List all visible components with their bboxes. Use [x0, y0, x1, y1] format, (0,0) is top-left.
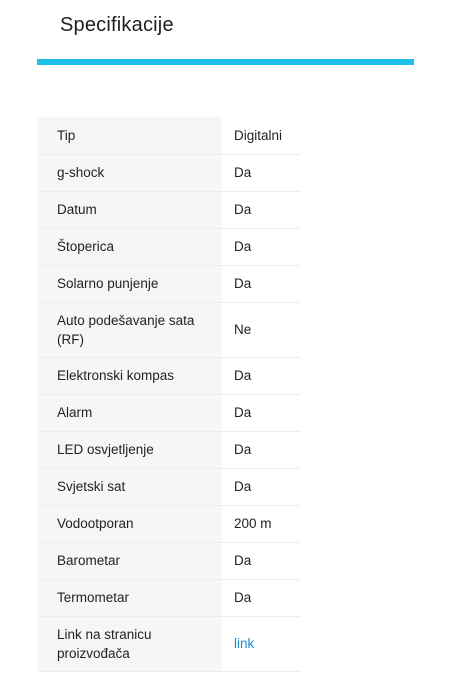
spec-value: Da: [234, 553, 252, 568]
table-row: [38, 579, 300, 616]
table-row: [38, 228, 300, 265]
table-row: [38, 616, 300, 671]
table-row: [38, 265, 300, 302]
table-row: [38, 357, 300, 394]
spec-label: Barometar: [38, 542, 222, 579]
specs-table: [38, 117, 300, 672]
table-row: [38, 468, 300, 505]
spec-value: Da: [234, 442, 252, 457]
table-row: [38, 302, 300, 357]
spec-value: Da: [234, 276, 252, 291]
spec-label: Tip: [38, 117, 222, 154]
spec-label: Štoperica: [38, 228, 222, 265]
spec-label: Elektronski kompas: [38, 357, 222, 394]
spec-value: Da: [234, 479, 252, 494]
spec-value: Da: [234, 368, 252, 383]
title-underline: [37, 59, 414, 65]
spec-label: Solarno punjenje: [38, 265, 222, 302]
spec-label: LED osvjetljenje: [38, 431, 222, 468]
table-row: [38, 191, 300, 228]
manufacturer-link[interactable]: link: [234, 636, 255, 651]
spec-value: Digitalni: [234, 127, 283, 143]
spec-label: Svjetski sat: [38, 468, 222, 505]
spec-label: Vodootporan: [38, 505, 222, 542]
spec-value: Da: [234, 590, 252, 605]
spec-value: Da: [234, 202, 252, 217]
table-row: [38, 154, 300, 191]
spec-label: Auto podešavanje sata (RF): [38, 302, 222, 357]
table-row: [38, 117, 300, 154]
spec-value-cell: [222, 616, 300, 671]
table-row: [38, 431, 300, 468]
spec-value: Da: [234, 405, 252, 420]
spec-label: Link na stranicu proizvođača: [38, 616, 222, 671]
spec-label: Datum: [38, 191, 222, 228]
spec-label: Termometar: [38, 579, 222, 616]
table-row: [38, 394, 300, 431]
spec-value: Da: [234, 165, 252, 180]
spec-value: Da: [234, 239, 252, 254]
table-row: [38, 542, 300, 579]
spec-value: 200 m: [234, 516, 272, 531]
section-title: Specifikacije: [60, 14, 174, 36]
spec-value: Ne: [234, 322, 252, 337]
spec-label: Alarm: [38, 394, 222, 431]
spec-label: g-shock: [38, 154, 222, 191]
table-row: [38, 505, 300, 542]
